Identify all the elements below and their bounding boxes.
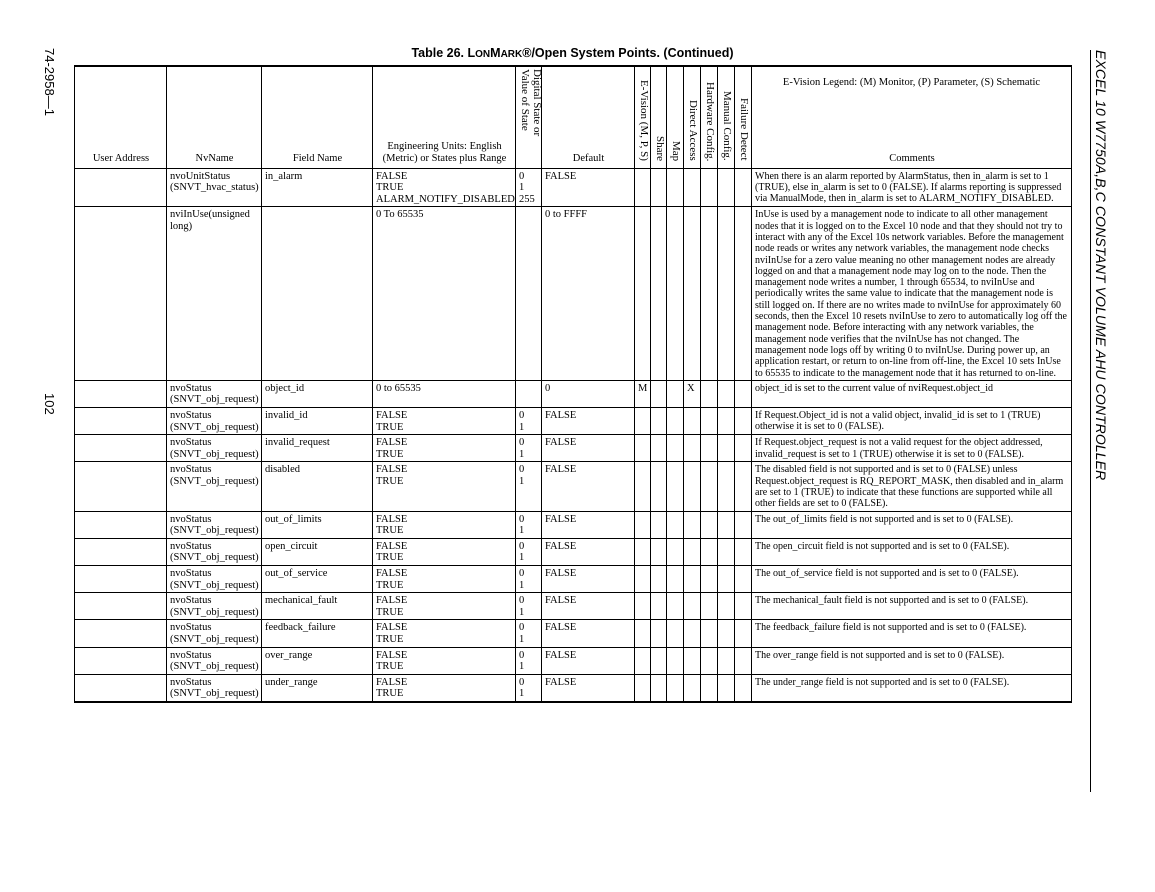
cell-map [667,408,684,435]
comments-label: Comments [889,153,935,164]
col-hardware-config: Hardware Config. [701,66,718,168]
cell-field-name: mechanical_fault [262,593,373,620]
cell-default: FALSE [542,538,635,565]
cell-field-name: invalid_id [262,408,373,435]
cell-user-address [75,435,167,462]
col-failure-detect: Failure Detect [735,66,752,168]
cell-nvname: nvoStatus (SNVT_obj_request) [167,620,262,647]
cell-comments: The feedback_failure field is not supported and is set to 0 (FALSE). [752,620,1072,647]
cell-evision: M [635,380,651,407]
cell-evision [635,511,651,538]
col-nvname: NvName [167,66,262,168]
cell-field-name: under_range [262,674,373,702]
cell-share [651,674,667,702]
cell-hardware-config [701,511,718,538]
cell-user-address [75,674,167,702]
cell-digital-state: 0 1 [516,435,542,462]
cell-hardware-config [701,538,718,565]
cell-comments: The open_circuit field is not supported and is set to 0 (FALSE). [752,538,1072,565]
cell-direct-access [684,462,701,511]
cell-failure-detect [735,435,752,462]
cell-digital-state [516,207,542,380]
col-field-name: Field Name [262,66,373,168]
cell-manual-config [718,620,735,647]
cell-user-address [75,647,167,674]
cell-share [651,168,667,207]
cell-default: FALSE [542,565,635,592]
cell-digital-state: 0 1 [516,593,542,620]
cell-map [667,511,684,538]
cell-hardware-config [701,674,718,702]
doc-number: 74-2958—1 [42,48,57,116]
table-header-row [75,66,1072,168]
cell-eng-units: FALSE TRUE [373,593,516,620]
cell-hardware-config [701,207,718,380]
cell-direct-access [684,538,701,565]
cell-comments: The out_of_limits field is not supported and is set to 0 (FALSE). [752,511,1072,538]
cell-failure-detect [735,565,752,592]
table-row [75,593,1072,620]
cell-eng-units: FALSE TRUE [373,538,516,565]
cell-nvname: nvoUnitStatus (SNVT_hvac_status) [167,168,262,207]
cell-hardware-config [701,380,718,407]
left-margin [42,48,57,415]
cell-user-address [75,511,167,538]
table-row [75,538,1072,565]
cell-share [651,380,667,407]
cell-eng-units: FALSE TRUE [373,565,516,592]
cell-eng-units: FALSE TRUE ALARM_NOTIFY_DISABLED [373,168,516,207]
col-digital-state: Digital State or Value of State [516,66,542,168]
table-row [75,647,1072,674]
cell-direct-access [684,593,701,620]
cell-map [667,674,684,702]
cell-digital-state: 0 1 255 [516,168,542,207]
cell-evision [635,408,651,435]
cell-evision [635,647,651,674]
table-row [75,408,1072,435]
table-row [75,435,1072,462]
cell-eng-units: FALSE TRUE [373,435,516,462]
cell-nvname: nvoStatus (SNVT_obj_request) [167,674,262,702]
col-eng-units: Engineering Units: English (Metric) or States plus Range [373,66,516,168]
table-title: Table 26. LONMARK®/Open System Points. (Continued) [411,46,734,60]
cell-share [651,647,667,674]
cell-manual-config [718,593,735,620]
cell-direct-access [684,620,701,647]
table-row [75,511,1072,538]
table-row [75,674,1072,702]
cell-user-address [75,408,167,435]
cell-failure-detect [735,462,752,511]
cell-map [667,565,684,592]
cell-nvname: nvoStatus (SNVT_obj_request) [167,593,262,620]
cell-field-name: open_circuit [262,538,373,565]
cell-hardware-config [701,565,718,592]
cell-comments: When there is an alarm reported by AlarmStatus, then in_alarm is set to 1 (TRUE), else in_alarm is set to 0 (FALSE). If alarms reporting is suppressed via ManualMode, then in_alarm is set to ALARM_NOTIFY_DISABLED. [752,168,1072,207]
table-row [75,207,1072,380]
col-map: Map [667,66,684,168]
cell-comments: If Request.Object_id is not a valid object, invalid_id is set to 1 (TRUE) otherwise it is set to 0 (FALSE). [752,408,1072,435]
cell-eng-units: 0 To 65535 [373,207,516,380]
cell-share [651,511,667,538]
cell-field-name [262,207,373,380]
cell-nvname: nvoStatus (SNVT_obj_request) [167,380,262,407]
cell-direct-access [684,647,701,674]
cell-eng-units: FALSE TRUE [373,462,516,511]
cell-map [667,538,684,565]
cell-default: FALSE [542,462,635,511]
cell-user-address [75,380,167,407]
cell-digital-state: 0 1 [516,511,542,538]
cell-share [651,462,667,511]
cell-share [651,593,667,620]
open-system-points-table [74,65,1072,703]
cell-default: FALSE [542,593,635,620]
cell-share [651,435,667,462]
cell-manual-config [718,511,735,538]
cell-manual-config [718,207,735,380]
col-default: Default [542,66,635,168]
cell-direct-access [684,207,701,380]
cell-manual-config [718,408,735,435]
cell-field-name: over_range [262,647,373,674]
cell-evision [635,207,651,380]
cell-evision [635,435,651,462]
cell-map [667,380,684,407]
cell-manual-config [718,380,735,407]
cell-manual-config [718,538,735,565]
cell-map [667,462,684,511]
col-user-address: User Address [75,66,167,168]
cell-failure-detect [735,593,752,620]
cell-default: FALSE [542,408,635,435]
cell-nvname: nvoStatus (SNVT_obj_request) [167,435,262,462]
cell-direct-access [684,674,701,702]
cell-direct-access [684,511,701,538]
cell-eng-units: FALSE TRUE [373,408,516,435]
cell-failure-detect [735,511,752,538]
cell-evision [635,674,651,702]
cell-share [651,620,667,647]
cell-manual-config [718,565,735,592]
cell-comments: The out_of_service field is not supported and is set to 0 (FALSE). [752,565,1072,592]
evision-legend: E-Vision Legend: (M) Monitor, (P) Parameter, (S) Schematic [782,77,1041,88]
cell-manual-config [718,674,735,702]
cell-evision [635,462,651,511]
cell-digital-state: 0 1 [516,565,542,592]
cell-comments: The mechanical_fault field is not supported and is set to 0 (FALSE). [752,593,1072,620]
cell-user-address [75,462,167,511]
cell-comments: If Request.object_request is not a valid request for the object addressed, invalid_request is set to 1 (TRUE) otherwise it is set to 0 (FALSE). [752,435,1072,462]
cell-digital-state: 0 1 [516,620,542,647]
cell-comments: The disabled field is not supported and is set to 0 (FALSE) unless Request.object_request is RQ_REPORT_MASK, then disabled and in_alarm are set to 1 (TRUE) to indicate that these functions are supported while all other fields are set to 0 (FALSE). [752,462,1072,511]
running-title: EXCEL 10 W7750A,B,C CONSTANT VOLUME AHU CONTROLLER [1093,50,1109,481]
cell-field-name: object_id [262,380,373,407]
cell-field-name: out_of_service [262,565,373,592]
col-evision: E-Vision (M, P, S) [635,66,651,168]
cell-failure-detect [735,408,752,435]
cell-map [667,168,684,207]
cell-direct-access [684,435,701,462]
cell-evision [635,538,651,565]
cell-field-name: disabled [262,462,373,511]
cell-failure-detect [735,168,752,207]
cell-manual-config [718,168,735,207]
cell-manual-config [718,462,735,511]
cell-user-address [75,593,167,620]
cell-failure-detect [735,380,752,407]
cell-digital-state [516,380,542,407]
cell-digital-state: 0 1 [516,462,542,511]
cell-digital-state: 0 1 [516,408,542,435]
col-comments [752,66,1072,168]
cell-field-name: in_alarm [262,168,373,207]
cell-evision [635,593,651,620]
cell-default: FALSE [542,620,635,647]
cell-eng-units: FALSE TRUE [373,620,516,647]
cell-manual-config [718,647,735,674]
cell-user-address [75,168,167,207]
cell-eng-units: 0 to 65535 [373,380,516,407]
table-row [75,168,1072,207]
cell-hardware-config [701,647,718,674]
cell-nvname: nvoStatus (SNVT_obj_request) [167,647,262,674]
cell-share [651,538,667,565]
table-row [75,380,1072,407]
cell-nvname: nvoStatus (SNVT_obj_request) [167,511,262,538]
cell-hardware-config [701,168,718,207]
col-manual-config: Manual Config. [718,66,735,168]
cell-default: FALSE [542,511,635,538]
cell-map [667,620,684,647]
cell-user-address [75,207,167,380]
cell-field-name: out_of_limits [262,511,373,538]
cell-hardware-config [701,408,718,435]
cell-failure-detect [735,538,752,565]
cell-user-address [75,565,167,592]
cell-default: FALSE [542,647,635,674]
cell-comments: The over_range field is not supported and is set to 0 (FALSE). [752,647,1072,674]
cell-failure-detect [735,207,752,380]
cell-evision [635,565,651,592]
cell-hardware-config [701,462,718,511]
cell-hardware-config [701,593,718,620]
cell-digital-state: 0 1 [516,538,542,565]
cell-map [667,593,684,620]
cell-user-address [75,620,167,647]
cell-direct-access: X [684,380,701,407]
cell-share [651,408,667,435]
cell-digital-state: 0 1 [516,674,542,702]
cell-digital-state: 0 1 [516,647,542,674]
cell-user-address [75,538,167,565]
cell-nvname: nviInUse(unsigned long) [167,207,262,380]
table-row [75,462,1072,511]
cell-default: 0 to FFFF [542,207,635,380]
right-margin-rule [1090,50,1091,792]
page-number: 102 [42,393,57,415]
cell-direct-access [684,168,701,207]
cell-eng-units: FALSE TRUE [373,674,516,702]
cell-comments: InUse is used by a management node to indicate to all other management nodes that it is logged on to the Excel 10 node and that they should not try to interact with any of the Excel 10s network variables. Before the management node reads or writes any network variables, the management node checks nviInUse for a zero value meaning no other management nodes are already logged on and that a management node may log on to the node. Then the management node writes a number, 1 through 65534, to nviInUse and periodically writes the same value to indicate that the management node is still logged on. If there are no writes made to nviInUse for approximately 60 seconds, then the Excel 10 resets nviInUse to zero to automatically log off the management node. Before interacting with any network variables, the management node verifies that the nviInUse has not changed. The management node logs off by writing 0 to nviInUse. During power up, an application restart, or return to on-line from off-line, the Excel 10 sets InUse to 65535 to indicate to the management node that it has returned to on-line. [752,207,1072,380]
table-body [75,168,1072,702]
cell-field-name: invalid_request [262,435,373,462]
cell-default: FALSE [542,674,635,702]
cell-map [667,647,684,674]
col-share: Share [651,66,667,168]
table-row [75,565,1072,592]
cell-nvname: nvoStatus (SNVT_obj_request) [167,538,262,565]
cell-map [667,435,684,462]
cell-nvname: nvoStatus (SNVT_obj_request) [167,565,262,592]
cell-comments: The under_range field is not supported and is set to 0 (FALSE). [752,674,1072,702]
cell-direct-access [684,408,701,435]
table-row [75,620,1072,647]
cell-failure-detect [735,674,752,702]
cell-eng-units: FALSE TRUE [373,511,516,538]
cell-default: FALSE [542,168,635,207]
cell-hardware-config [701,435,718,462]
cell-map [667,207,684,380]
col-direct-access: Direct Access [684,66,701,168]
cell-failure-detect [735,620,752,647]
cell-evision [635,620,651,647]
cell-direct-access [684,565,701,592]
cell-comments: object_id is set to the current value of nviRequest.object_id [752,380,1072,407]
cell-default: FALSE [542,435,635,462]
cell-field-name: feedback_failure [262,620,373,647]
cell-default: 0 [542,380,635,407]
cell-share [651,207,667,380]
cell-failure-detect [735,647,752,674]
cell-eng-units: FALSE TRUE [373,647,516,674]
cell-hardware-config [701,620,718,647]
cell-evision [635,168,651,207]
cell-nvname: nvoStatus (SNVT_obj_request) [167,462,262,511]
cell-manual-config [718,435,735,462]
cell-nvname: nvoStatus (SNVT_obj_request) [167,408,262,435]
cell-share [651,565,667,592]
